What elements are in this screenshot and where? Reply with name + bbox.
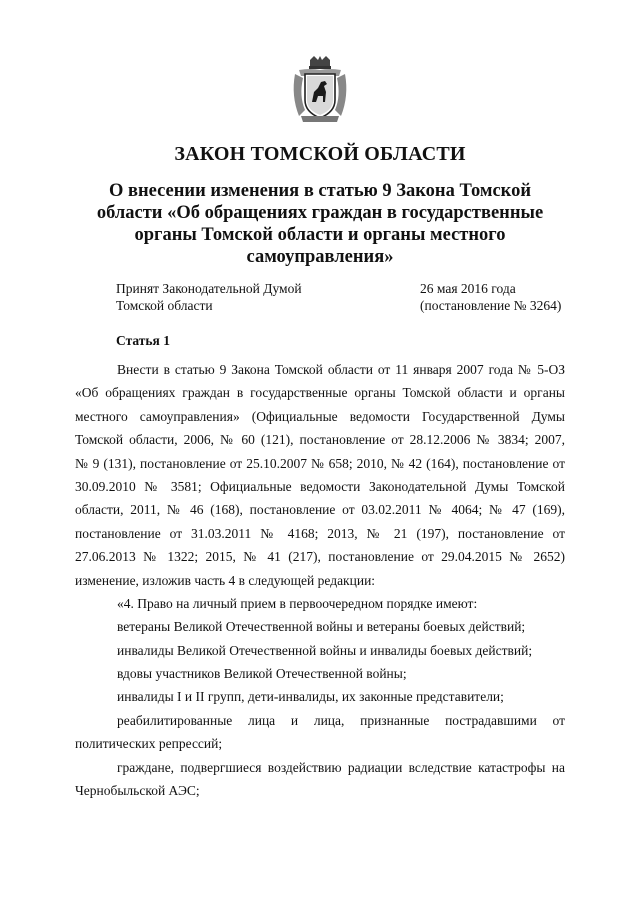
list-item-continuation: политических репрессий;: [75, 736, 223, 752]
body-line: «4. Право на личный прием в первоочередном порядке имеют:: [117, 595, 478, 611]
list-item: граждане, подвергшиеся воздействию радиации вследствие катастрофы на: [117, 759, 565, 775]
subject-line: самоуправления»: [246, 247, 394, 267]
body-line: изменение, изложив часть 4 в следующей редакции:: [75, 572, 376, 588]
list-item-continuation: Чернобыльской АЭС;: [75, 783, 200, 799]
resolution-line: (постановление № 3264): [420, 298, 562, 313]
article-heading: Статья 1: [116, 333, 170, 348]
adoption-date: [420, 280, 561, 314]
list-item: реабилитированные лица и лица, признанные пострадавшими от: [117, 712, 565, 728]
list-item: инвалиды Великой Отечественной войны и инвалиды боевых действий;: [117, 642, 533, 658]
date-line: 26 мая 2016 года: [420, 281, 516, 296]
law-title: ЗАКОН ТОМСКОЙ ОБЛАСТИ: [174, 143, 466, 165]
body-line: 30.09.2010 № 3581; Официальные ведомости Законодательной Думы Томской: [75, 478, 565, 494]
adopted-by: [116, 280, 302, 314]
body-line: местного самоуправления» (Официальные ведомости Государственной Думы: [75, 408, 565, 424]
subject-line: органы Томской области и органы местного: [134, 225, 506, 245]
article-body: [75, 358, 565, 802]
list-item: ветераны Великой Отечественной войны и ветераны боевых действий;: [117, 619, 526, 635]
adopted-line: Принят Законодательной Думой: [116, 281, 302, 296]
body-line: 27.06.2013 № 1322; 2015, № 41 (217), постановление от 29.04.2015 № 2652): [75, 549, 565, 565]
body-line: постановление от 31.03.2011 № 4168; 2013, № 21 (197), постановление от: [75, 525, 565, 541]
adopted-line: Томской области: [116, 298, 213, 313]
coat-of-arms-icon: [291, 56, 349, 124]
body-line: «Об обращениях граждан в государственные органы Томской области и органы: [75, 385, 565, 401]
list-item: вдовы участников Великой Отечественной войны;: [117, 666, 407, 682]
body-line: Томской области, 2006, № 60 (121), постановление от 28.12.2006 № 3834; 2007,: [75, 432, 565, 448]
law-subject: [90, 180, 550, 268]
subject-line: области «Об обращениях граждан в государственные: [96, 203, 544, 223]
subject-line: О внесении изменения в статью 9 Закона Томской: [109, 181, 531, 201]
body-line: № 9 (131), постановление от 25.10.2007 № 658; 2010, № 42 (164), постановление от: [75, 455, 565, 471]
list-item: инвалиды I и II групп, дети-инвалиды, их законные представители;: [117, 689, 504, 705]
body-line: области, 2011, № 46 (168), постановление от 03.02.2011 № 4064; № 47 (169),: [75, 502, 565, 518]
body-line: Внести в статью 9 Закона Томской области от 11 января 2007 года № 5-ОЗ: [117, 362, 565, 377]
